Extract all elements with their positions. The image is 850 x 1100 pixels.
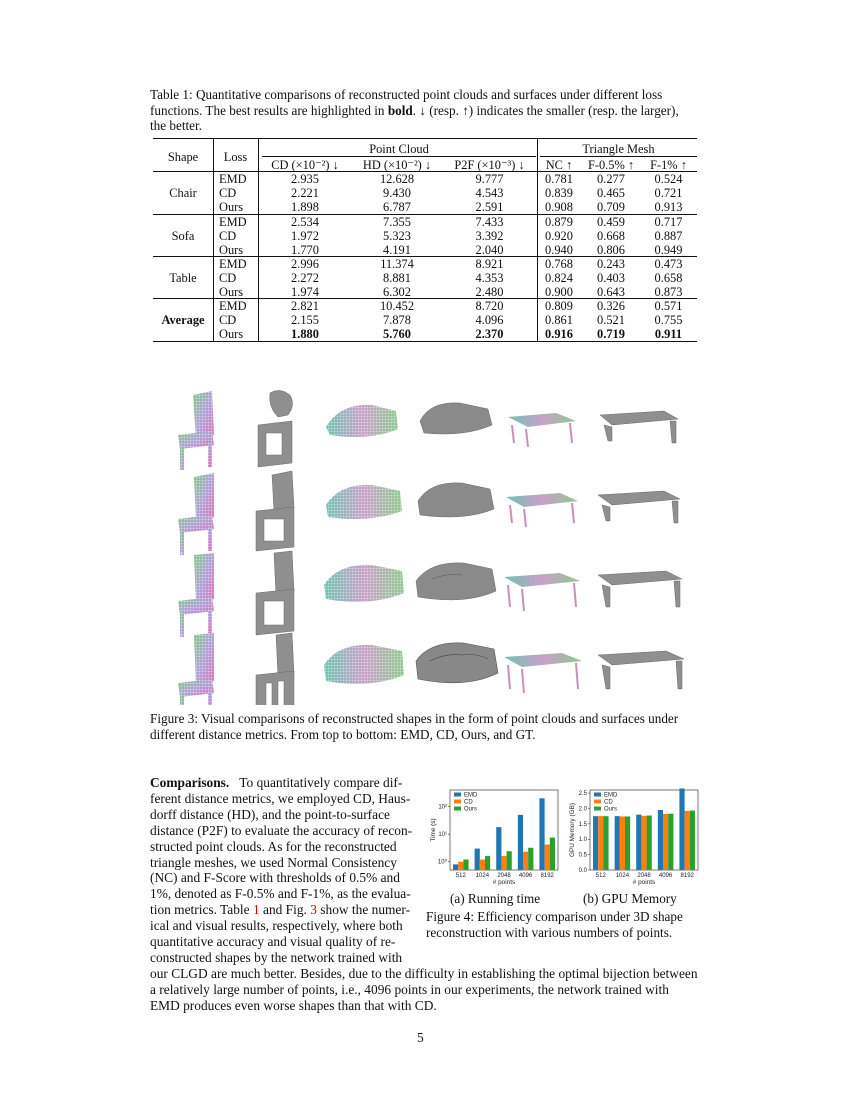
- paragraph-line-12: constructed shapes by the network trained with: [150, 949, 403, 965]
- page-number: 5: [417, 1030, 424, 1045]
- table-cell: 1.972: [291, 229, 319, 243]
- paragraph-line-10: ical and visual results, respectively, where both: [150, 918, 403, 934]
- table-cell: 0.524: [654, 172, 683, 186]
- table-cell: 8.720: [475, 299, 504, 313]
- loss-label: Ours: [219, 200, 244, 214]
- row-gt: [176, 633, 684, 705]
- paragraph-line-6: triangle meshes, we used Normal Consistency: [150, 854, 397, 870]
- table-cell: 2.935: [291, 172, 319, 186]
- loss-label: Ours: [219, 243, 244, 257]
- table-cell: 0.913: [654, 200, 683, 214]
- legend-swatch-cd: [454, 800, 461, 804]
- header-f05: F-0.5% ↑: [587, 158, 635, 172]
- chair-points-gt: [176, 633, 216, 705]
- paragraph-line-5: structed point clouds. As for the reconstructed: [150, 838, 397, 854]
- y-tick-label: 10⁰: [437, 859, 447, 866]
- sofa-mesh-emd: [420, 403, 492, 434]
- bar-ours: [507, 851, 512, 870]
- table-cell: 7.433: [475, 215, 504, 229]
- loss-label: EMD: [219, 172, 247, 186]
- table-cell: 1.880: [291, 327, 319, 341]
- table-points-ours: [504, 573, 580, 611]
- table-cell: 0.900: [545, 285, 573, 299]
- bar-ours: [485, 856, 490, 870]
- bar-emd: [658, 810, 663, 870]
- table-ref-link[interactable]: 1: [252, 902, 260, 918]
- table-cell: 6.787: [383, 200, 411, 214]
- table-cell: 0.940: [545, 243, 573, 257]
- bar-emd: [593, 816, 598, 870]
- sofa-mesh-cd: [418, 483, 494, 517]
- paragraph-line-7: (NC) and F-Score with thresholds of 0.5% and: [150, 870, 400, 886]
- bar-emd: [453, 864, 458, 870]
- chair-mesh-gt: [256, 633, 294, 705]
- results-table: [0, 0, 850, 350]
- chair-points-cd: [176, 473, 216, 557]
- table-top-rule: [153, 138, 697, 139]
- header-nc: NC ↑: [545, 158, 573, 172]
- table-cell: 0.916: [545, 327, 573, 341]
- loss-label: CD: [219, 313, 237, 327]
- vline-shape: [213, 139, 214, 341]
- table-cell: 11.374: [380, 257, 414, 271]
- bar-cd: [641, 816, 646, 870]
- x-tick-label: 8192: [680, 873, 694, 879]
- loss-label: Ours: [219, 285, 244, 299]
- chair-points-ours: [176, 553, 216, 639]
- y-axis-label: Time (s): [430, 818, 437, 842]
- loss-label: EMD: [219, 215, 247, 229]
- legend-label-cd: CD: [464, 799, 473, 806]
- table-cell: 0.911: [654, 327, 683, 341]
- x-tick-label: 1024: [615, 873, 630, 879]
- table-cell: 0.521: [597, 313, 625, 327]
- bar-cd: [598, 816, 603, 870]
- legend-label-emd: EMD: [604, 792, 618, 799]
- paragraph-line-8: 1%, denoted as F-0.5% and F-1%, as the evalua-: [150, 886, 411, 902]
- header-p2f: P2F (×10⁻³) ↓: [454, 158, 525, 172]
- table-cell: 4.353: [475, 271, 504, 285]
- table-cell: 0.403: [597, 271, 625, 285]
- loss-label: Ours: [219, 327, 244, 341]
- shape-comparison-grid: [0, 385, 850, 705]
- bar-ours: [463, 860, 468, 870]
- table-bottom-rule: [153, 341, 697, 342]
- comparisons-paragraph-wide: [150, 966, 710, 1014]
- table-mesh-emd: [600, 411, 678, 443]
- table-cell: 0.717: [654, 215, 683, 229]
- bar-emd: [636, 815, 641, 870]
- figure-4-caption-line-2: reconstruction with various numbers of points.: [426, 924, 673, 940]
- header-point-cloud: Point Cloud: [369, 142, 429, 156]
- table-cell: 0.658: [654, 271, 683, 285]
- row-emd: [176, 390, 678, 471]
- bar-cd: [458, 862, 463, 870]
- bar-emd: [615, 816, 620, 870]
- table-cell: 7.355: [383, 215, 411, 229]
- shape-label: Sofa: [171, 229, 195, 243]
- shape-label: Chair: [169, 186, 197, 200]
- chair-mesh-emd: [258, 390, 293, 467]
- bar-cd: [685, 811, 690, 870]
- bar-cd: [663, 814, 668, 870]
- figure-3-caption-line-2: different distance metrics. From top to bottom: EMD, CD, Ours, and GT.: [150, 726, 536, 742]
- y-tick-label: 0.0: [578, 868, 587, 874]
- figure-3-caption: [150, 711, 710, 742]
- x-tick-label: 2048: [637, 873, 651, 879]
- bar-ours: [625, 816, 630, 870]
- row-cd: [176, 471, 680, 557]
- table-cell: 0.243: [597, 257, 625, 271]
- legend-label-cd: CD: [604, 799, 613, 806]
- y-tick-label: 2.5: [578, 791, 587, 798]
- table-cell: 2.370: [475, 327, 504, 341]
- header-loss: Loss: [223, 150, 248, 164]
- sofa-points-gt: [322, 641, 406, 691]
- paragraph-wide-line-2: a relatively large number of points, i.e., 4096 points in our experiments, the network trained with: [150, 981, 669, 997]
- table-cell: 0.473: [654, 257, 683, 271]
- header-f1: F-1% ↑: [650, 158, 687, 172]
- table-cell: 0.824: [545, 271, 573, 285]
- table-cell: 0.879: [545, 215, 573, 229]
- table-cell: 2.272: [291, 271, 319, 285]
- table-cell: 5.760: [383, 327, 411, 341]
- table-cell: 0.277: [597, 172, 625, 186]
- figure-3-caption-line-1: Figure 3: Visual comparisons of reconstructed shapes in the form of point clouds and surfaces under: [150, 711, 679, 726]
- table-cell: 0.839: [545, 186, 573, 200]
- chair-mesh-cd: [256, 471, 294, 551]
- x-tick-label: 4096: [518, 873, 533, 879]
- sofa-mesh-gt: [416, 643, 498, 683]
- bar-emd: [496, 827, 501, 870]
- table-cell: 9.777: [475, 172, 504, 186]
- x-tick-label: 1024: [475, 873, 490, 879]
- table-cell: 2.155: [291, 313, 319, 327]
- header-cd: CD (×10⁻²) ↓: [271, 158, 339, 172]
- bar-cd: [480, 860, 485, 870]
- x-tick-label: 512: [455, 873, 466, 879]
- table-cell: 3.392: [475, 229, 504, 243]
- table-mesh-ours: [598, 571, 682, 607]
- loss-label: CD: [219, 186, 237, 200]
- legend-label-emd: EMD: [464, 792, 478, 799]
- paragraph-line-1: Comparisons. To quantitatively compare dif-: [150, 775, 403, 790]
- table-cell: 0.887: [654, 229, 683, 243]
- y-tick-label: 1.0: [578, 837, 587, 844]
- table-cell: 0.721: [654, 186, 683, 200]
- table-cell: 5.323: [383, 229, 411, 243]
- comparisons-paragraph: [150, 775, 420, 966]
- table-cell: 0.806: [597, 243, 625, 257]
- table-cell: 10.452: [379, 299, 415, 313]
- table-cell: 4.543: [475, 186, 504, 200]
- row-ours: [176, 551, 682, 639]
- figure-4: [428, 782, 708, 892]
- table-cell: 8.881: [383, 271, 411, 285]
- paragraph-heading: Comparisons.: [150, 775, 230, 790]
- bar-emd: [475, 849, 480, 870]
- bar-cd: [523, 852, 528, 870]
- table-cell: 2.480: [475, 285, 504, 299]
- legend-swatch-ours: [594, 807, 601, 811]
- y-axis-label: GPU Memory (GB): [569, 803, 576, 857]
- bar-cd: [620, 816, 625, 870]
- y-tick-label: 10¹: [438, 832, 447, 839]
- x-tick-label: 512: [595, 873, 606, 879]
- sofa-points-emd: [324, 401, 400, 443]
- table-cell: 0.781: [545, 172, 573, 186]
- table-cell: 0.861: [545, 313, 573, 327]
- pc-group-rule: [262, 156, 536, 157]
- bar-cd: [545, 845, 550, 870]
- bar-emd: [518, 815, 523, 870]
- table-caption-line-1: Table 1: Quantitative comparisons of reconstructed point clouds and surfaces under different loss: [150, 87, 663, 102]
- chair-mesh-ours: [256, 551, 294, 635]
- shape-label: Average: [161, 313, 205, 327]
- bar-cd: [501, 856, 506, 870]
- bar-emd: [679, 788, 684, 870]
- bar-emd: [539, 798, 544, 870]
- table-caption-line-2: functions. The best results are highlighted in bold. ↓ (resp. ↑) indicates the smaller (resp. the larger),: [150, 102, 679, 118]
- table-cell: 1.974: [291, 285, 319, 299]
- table-cell: 0.709: [597, 200, 625, 214]
- header-shape: Shape: [167, 150, 199, 164]
- shape-label: Table: [169, 271, 197, 285]
- table-cell: 2.040: [475, 243, 504, 257]
- subcaption-b: (b) GPU Memory: [583, 891, 677, 906]
- figure-4-caption: [426, 909, 716, 940]
- sofa-mesh-ours: [416, 563, 496, 600]
- legend-swatch-emd: [454, 793, 461, 797]
- x-tick-label: 8192: [540, 873, 554, 879]
- legend-label-ours: Ours: [464, 806, 478, 813]
- table-cell: 0.949: [654, 243, 683, 257]
- y-tick-label: 1.5: [578, 821, 587, 828]
- legend-swatch-ours: [454, 807, 461, 811]
- table-cell: 2.996: [291, 257, 319, 271]
- paragraph-line-11: quantitative accuracy and visual quality of re-: [150, 934, 396, 950]
- loss-label: EMD: [219, 257, 247, 271]
- bar-ours: [550, 838, 555, 870]
- table-points-emd: [508, 413, 576, 447]
- x-tick-label: 4096: [658, 873, 673, 879]
- subcaption-a: (a) Running time: [450, 891, 541, 906]
- table-cell: 0.465: [597, 186, 625, 200]
- figure-4-caption-line-1: Figure 4: Efficiency comparison under 3D shape: [426, 909, 683, 924]
- table-cell: 0.459: [597, 215, 625, 229]
- table-cell: 0.920: [545, 229, 573, 243]
- table-cell: 6.302: [383, 285, 411, 299]
- bar-ours: [647, 816, 652, 870]
- figure-3: [0, 385, 850, 705]
- table-cell: 0.908: [545, 200, 573, 214]
- table-cell: 0.873: [654, 285, 683, 299]
- figure-ref-link[interactable]: 3: [310, 902, 317, 918]
- table-cell: 2.591: [475, 200, 504, 214]
- table-cell: 0.571: [654, 299, 683, 313]
- table-mesh-gt: [598, 651, 684, 689]
- loss-label: CD: [219, 229, 237, 243]
- x-tick-label: 2048: [497, 873, 511, 879]
- x-axis-label: # points: [632, 879, 656, 886]
- header-hd: HD (×10⁻²) ↓: [362, 158, 432, 172]
- table-cell: 12.628: [379, 172, 415, 186]
- sofa-points-cd: [324, 481, 404, 525]
- paragraph-line-3: dorff distance (HD), and the point-to-surface: [150, 806, 390, 822]
- table-cell: 7.878: [383, 313, 411, 327]
- bar-ours: [603, 816, 608, 870]
- table-cell: 0.326: [597, 299, 625, 313]
- mesh-group-rule: [540, 156, 697, 157]
- bar-ours: [668, 814, 673, 870]
- table-points-cd: [506, 493, 578, 527]
- table-cell: 2.821: [291, 299, 319, 313]
- bar-ours: [690, 811, 695, 870]
- paragraph-line-2: ferent distance metrics, we employed CD, Haus-: [150, 790, 411, 806]
- y-tick-label: 0.5: [578, 852, 587, 859]
- table-cell: 0.809: [545, 299, 573, 313]
- table-points-gt: [504, 653, 582, 693]
- table-cell: 0.755: [654, 313, 683, 327]
- loss-label: EMD: [219, 299, 247, 313]
- y-tick-label: 2.0: [578, 806, 587, 813]
- legend-swatch-cd: [594, 800, 601, 804]
- gpu-memory-chart: [568, 782, 708, 890]
- paragraph-wide-line-1: our CLGD are much better. Besides, due to the difficulty in establishing the optimal bijection between: [150, 966, 698, 981]
- table-cell: 4.191: [383, 243, 411, 257]
- table-cell: 2.534: [291, 215, 319, 229]
- paragraph-line-4: distance (P2F) to evaluate the accuracy of recon-: [150, 822, 413, 838]
- paragraph-line-9: tion metrics. Table 1 and Fig. 3 show the numer-: [150, 902, 411, 918]
- x-axis-label: # points: [492, 879, 516, 886]
- bar-ours: [528, 848, 533, 870]
- table-cell: 4.096: [475, 313, 504, 327]
- table-cell: 0.668: [597, 229, 625, 243]
- table-cell: 0.768: [545, 257, 573, 271]
- table-cell: 9.430: [383, 186, 411, 200]
- running-time-chart: [428, 782, 568, 890]
- table-cell: 0.719: [597, 327, 625, 341]
- table-cell: 1.898: [291, 200, 319, 214]
- table-cell: 2.221: [291, 186, 319, 200]
- legend-label-ours: Ours: [604, 806, 618, 813]
- table-cell: 0.643: [597, 285, 625, 299]
- chair-points-emd: [176, 391, 216, 471]
- y-tick-label: 10²: [438, 804, 447, 811]
- table-caption-line-3: the better.: [150, 118, 202, 133]
- table-cell: 8.921: [475, 257, 504, 271]
- table-mesh-cd: [598, 491, 680, 523]
- paragraph-wide-line-3: EMD produces even worse shapes than that with CD.: [150, 997, 437, 1013]
- legend-swatch-emd: [594, 793, 601, 797]
- table-cell: 1.770: [291, 243, 319, 257]
- header-triangle-mesh: Triangle Mesh: [582, 142, 655, 156]
- loss-label: CD: [219, 271, 237, 285]
- sofa-points-ours: [322, 561, 406, 609]
